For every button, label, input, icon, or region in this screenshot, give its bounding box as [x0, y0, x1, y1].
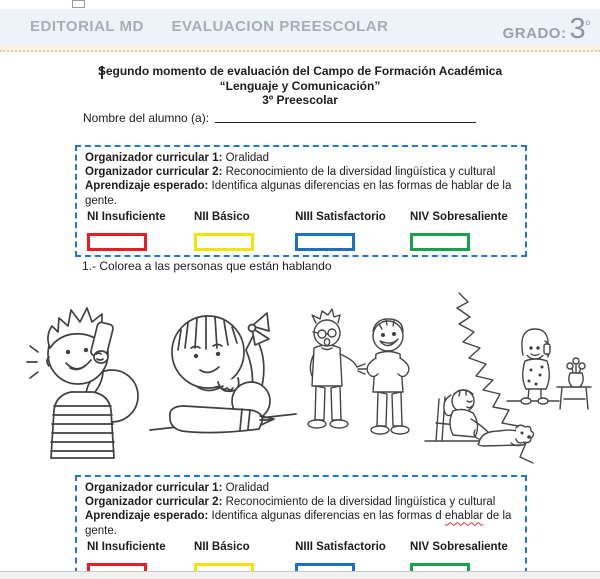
grade-ordinal: º: [585, 18, 590, 32]
grade-number: 3: [569, 13, 586, 45]
organizer2-value: Reconocimiento de la diversidad lingüística y cultural: [225, 496, 496, 509]
student-name-label: Nombre del alumno (a):: [83, 111, 210, 125]
expected-learning-suffix: de la gente.: [85, 510, 512, 537]
level-label: NIII Satisfactorio: [295, 210, 386, 223]
color-box-red[interactable]: [87, 233, 147, 251]
expected-learning-label: Aprendizaje esperado:: [85, 180, 209, 193]
expected-learning-label: Aprendizaje esperado:: [85, 510, 209, 523]
level-col-satisfactorio: [293, 210, 408, 251]
illustration-phone-call-scene: [423, 291, 598, 469]
top-edge-artifact: [72, 0, 85, 8]
boy-on-phone-drawing: [25, 296, 140, 464]
level-label: NIII Satisfactorio: [295, 540, 386, 553]
brand-label: EDITORIAL MD: [30, 18, 144, 35]
organizer2-line: [85, 495, 517, 509]
level-label: NI Insuficiente: [87, 540, 166, 553]
organizer1-value: Oralidad: [225, 152, 270, 164]
student-name-row: [83, 111, 476, 125]
organizer1-line: [85, 151, 517, 165]
rubric-box-2: [75, 475, 527, 579]
misspelled-word[interactable]: ehablar: [444, 510, 484, 523]
expected-learning-value: Identifica algunas diferencias en las formas de hablar de la gente.: [85, 180, 512, 207]
grade-badge: [503, 11, 590, 47]
color-box-yellow[interactable]: [194, 233, 254, 251]
organizer1-line: [85, 481, 517, 495]
organizer1-value: Oralidad: [225, 482, 270, 494]
two-boys-drawing: [300, 308, 425, 440]
levels-row: [85, 210, 517, 251]
title-line-3: 3º Preescolar: [262, 93, 338, 107]
illustration-boy-on-phone: [25, 296, 140, 464]
level-label: NII Básico: [194, 210, 250, 223]
level-col-sobresaliente: [408, 210, 517, 251]
level-col-insuficiente: [85, 210, 192, 251]
expected-learning-prefix: Identifica algunas diferencias en las formas d: [211, 510, 442, 523]
level-label: NI Insuficiente: [87, 210, 166, 223]
grade-label: GRADO:: [502, 25, 567, 42]
level-label: NIV Sobresaliente: [410, 540, 508, 553]
rubric-box-1: [75, 145, 527, 257]
question-1: 1.- Colorea a las personas que están hablando: [82, 259, 332, 273]
phone-scene-drawing: [423, 291, 598, 469]
worksheet-title: [0, 64, 600, 108]
title-line-2: “Lenguaje y Comunicación”: [219, 78, 381, 93]
organizer2-label: Organizador curricular 2:: [85, 166, 223, 179]
color-box-green[interactable]: [410, 233, 470, 251]
worksheet-header-band: [0, 9, 600, 45]
document-type-label: EVALUACION PREESCOLAR: [171, 18, 389, 35]
title-line-1: Segundo momento de evaluación del Campo de Formación Académica: [97, 64, 503, 78]
illustration-two-boys-talking: [300, 308, 425, 440]
illustration-girl-resting-on-table: [148, 298, 298, 466]
header-divider: [0, 45, 600, 52]
organizer2-value: Reconocimiento de la diversidad lingüística y cultural: [225, 166, 496, 179]
girl-on-table-drawing: [148, 298, 298, 466]
organizer1-label: Organizador curricular 1:: [85, 152, 223, 164]
organizer1-label: Organizador curricular 1:: [85, 482, 223, 494]
student-name-blank-line: [215, 111, 476, 123]
level-label: NII Básico: [194, 540, 250, 553]
level-label: NIV Sobresaliente: [410, 210, 508, 223]
expected-learning-line: [85, 509, 517, 537]
color-box-blue[interactable]: [295, 233, 355, 251]
level-col-basico: [192, 210, 293, 251]
expected-learning-line: [85, 179, 517, 207]
organizer2-label: Organizador curricular 2:: [85, 496, 223, 509]
organizer2-line: [85, 165, 517, 179]
page-bottom-edge: [0, 571, 600, 579]
